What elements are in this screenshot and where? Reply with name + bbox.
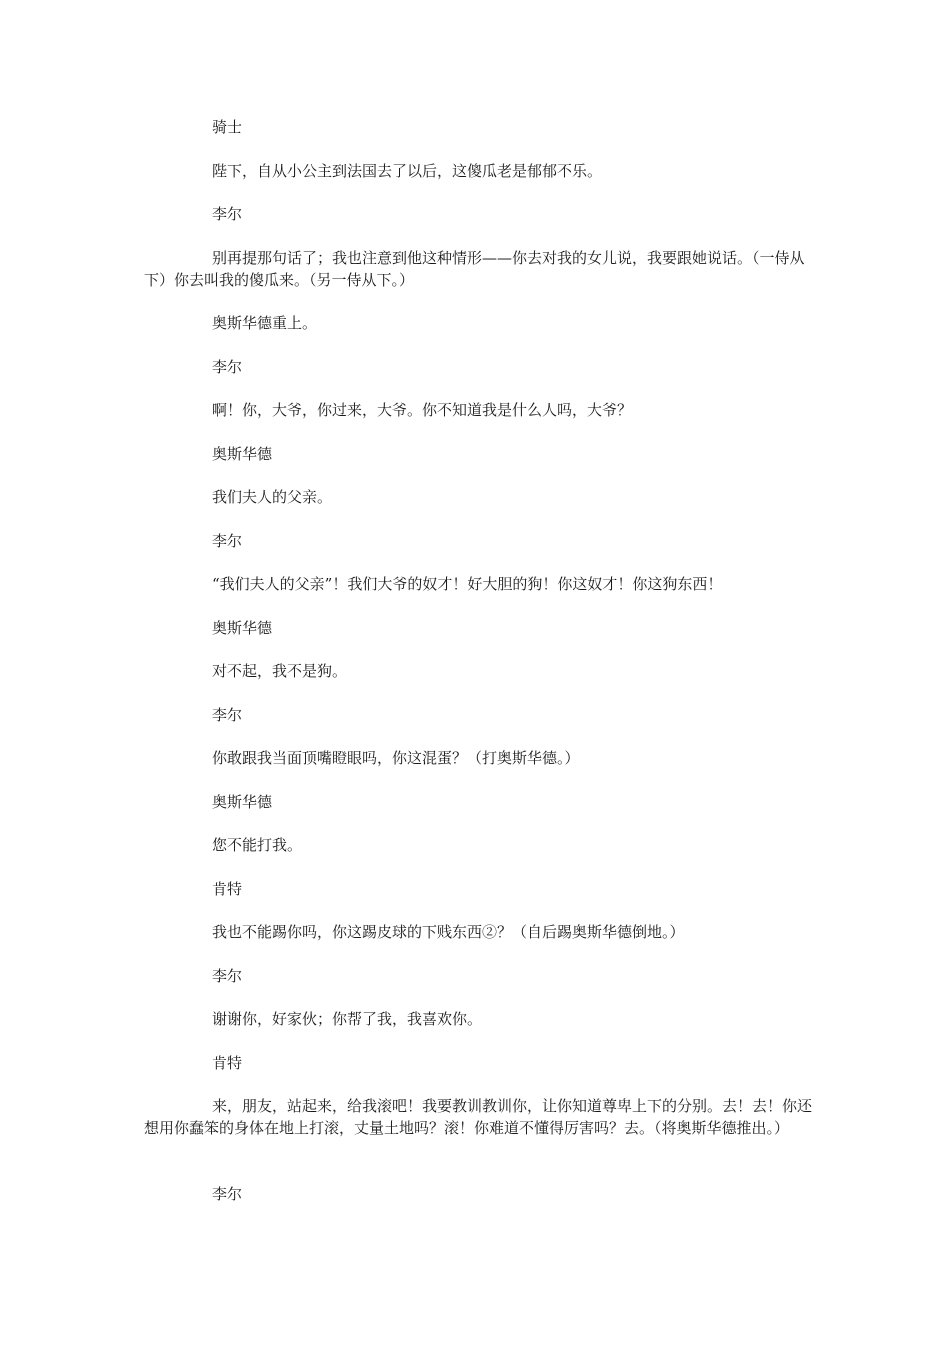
- dialogue-line: 您不能打我。: [212, 836, 303, 854]
- dialogue-line: 我们夫人的父亲。: [212, 488, 333, 506]
- dialogue-line: 谢谢你，好家伙；你帮了我，我喜欢你。: [212, 1010, 483, 1028]
- dialogue-line: 我也不能踢你吗，你这踢皮球的下贱东西②？（自后踢奥斯华德倒地。）: [212, 923, 685, 941]
- dialogue-line: 啊！你，大爷，你过来，大爷。你不知道我是什么人吗，大爷？: [212, 401, 633, 419]
- stage-direction: 奥斯华德重上。: [212, 314, 318, 332]
- dialogue-line: 别再提那句话了；我也注意到他这种情形——你去对我的女儿说，我要跟她说话。（一侍从下）你去叫我的傻瓜来。（另一侍从下。）: [144, 249, 805, 289]
- dialogue-line: 你敢跟我当面顶嘴瞪眼吗，你这混蛋？（打奥斯华德。）: [212, 749, 580, 767]
- dialogue-line: 来，朋友，站起来，给我滚吧！我要教训教训你，让你知道尊卑上下的分别。去！去！你还想用你蠢笨的身体在地上打滚，丈量土地吗？滚！你难道不懂得厉害吗？去。（将奥斯华德推出。）: [144, 1097, 813, 1137]
- speaker-knight: 骑士: [212, 118, 243, 136]
- speaker-lear: 李尔: [212, 205, 243, 223]
- speaker-lear: 李尔: [212, 706, 243, 724]
- speaker-oswald: 奥斯华德: [212, 445, 273, 463]
- speaker-lear: 李尔: [212, 358, 243, 376]
- dialogue-line: 对不起，我不是狗。: [212, 662, 348, 680]
- speaker-kent: 肯特: [212, 1054, 243, 1072]
- dialogue-line: 陛下，自从小公主到法国去了以后，这傻瓜老是郁郁不乐。: [212, 162, 603, 180]
- speaker-lear: 李尔: [212, 532, 243, 550]
- speaker-oswald: 奥斯华德: [212, 793, 273, 811]
- speaker-kent: 肯特: [212, 880, 243, 898]
- speaker-oswald: 奥斯华德: [212, 619, 273, 637]
- dialogue-line: “我们夫人的父亲”！我们大爷的奴才！好大胆的狗！你这奴才！你这狗东西！: [212, 575, 723, 593]
- speaker-lear: 李尔: [212, 1185, 243, 1203]
- speaker-lear: 李尔: [212, 967, 243, 985]
